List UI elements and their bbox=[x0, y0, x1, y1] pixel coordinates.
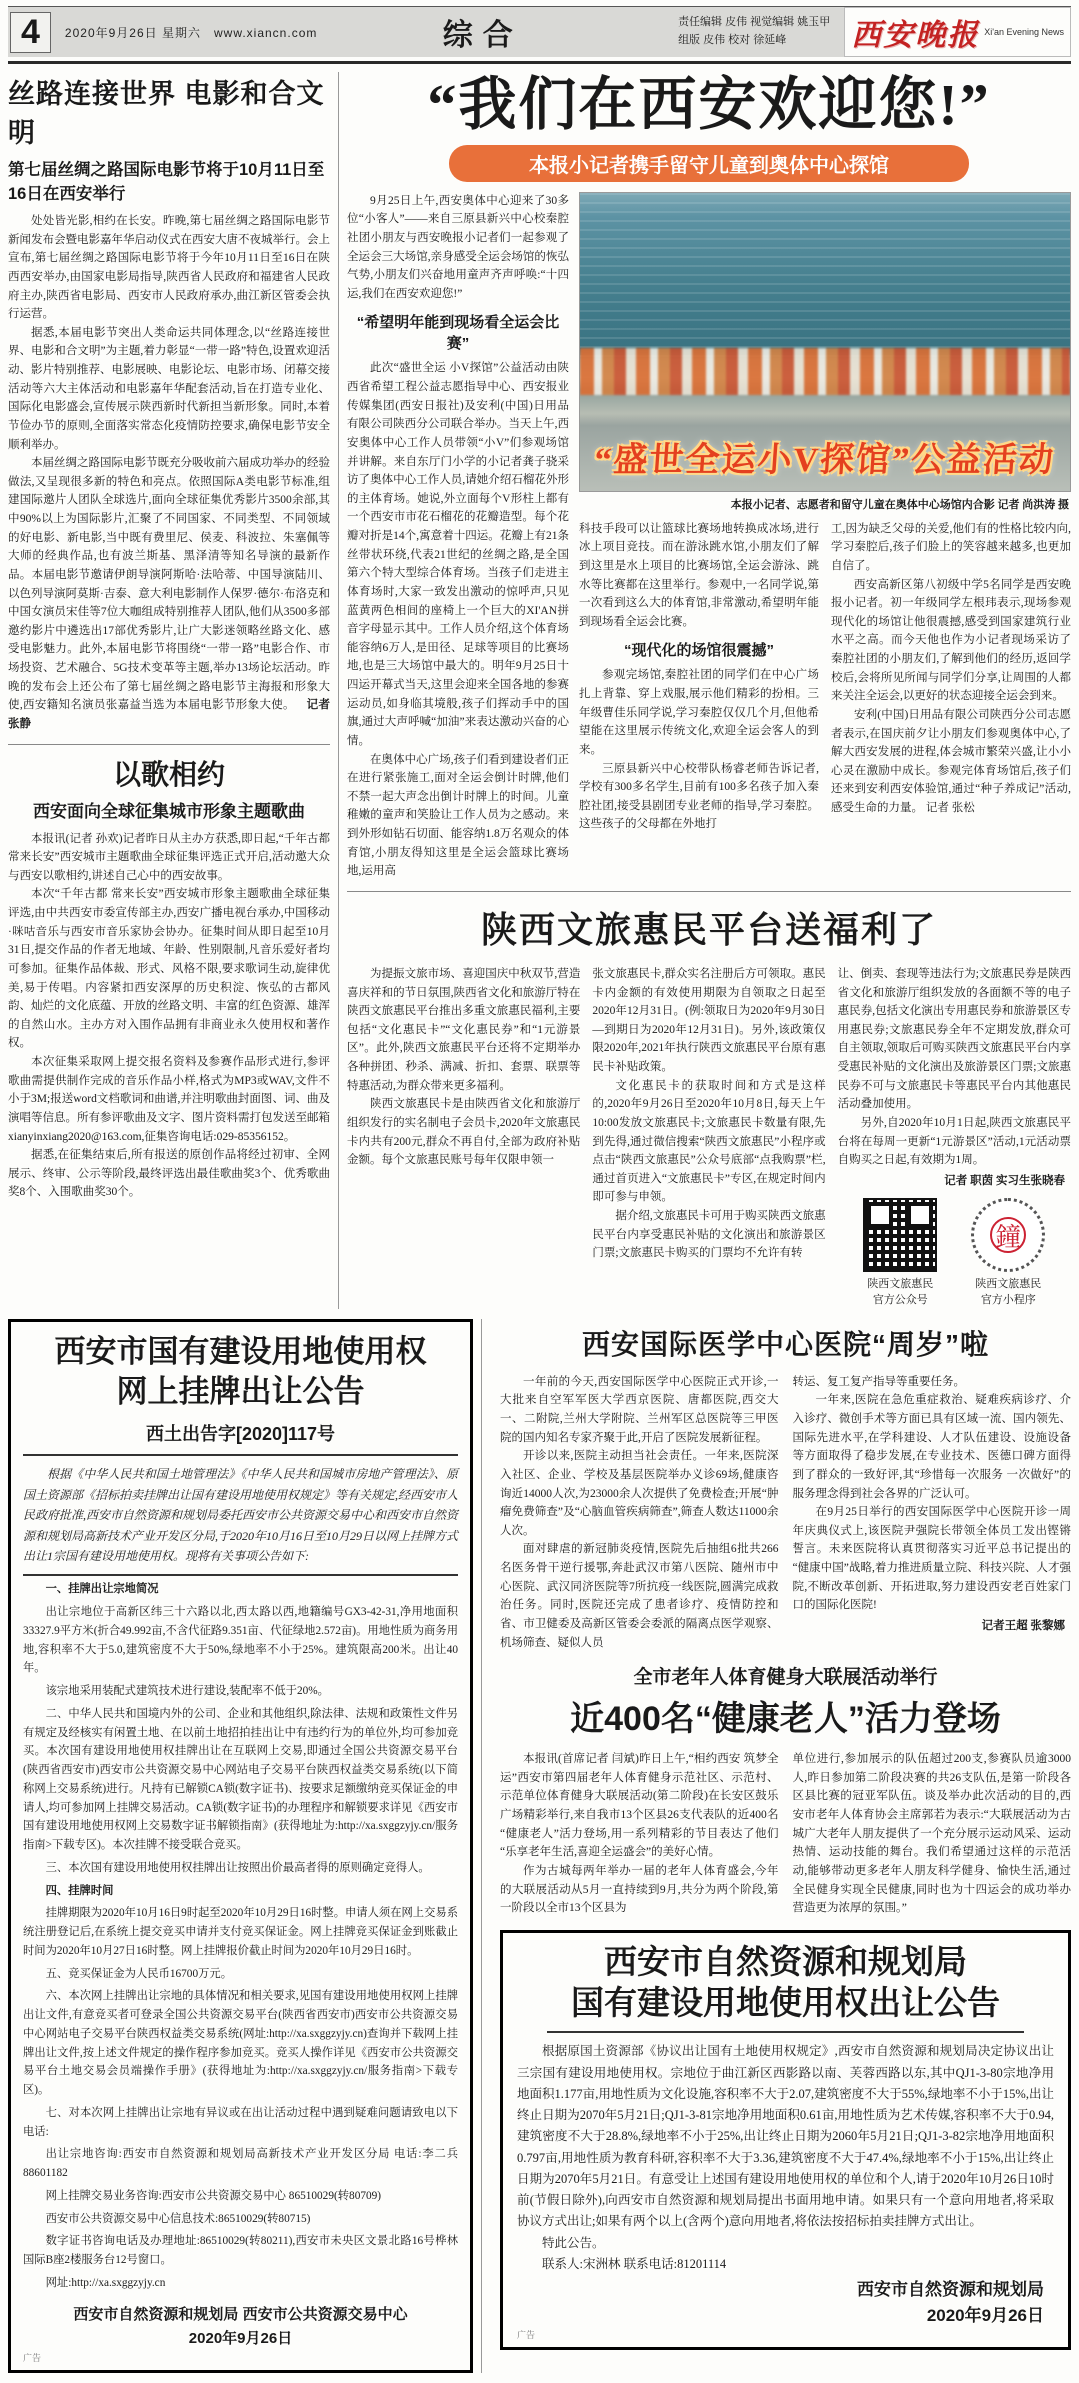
qr1-caption-line2: 官方公众号 bbox=[872, 1294, 928, 1307]
main-paragraph: 在奥体中心广场,孩子们看到建设者们正在进行紧张施工,面对全运会倒计时牌,他们不禁一起大声念出倒计时牌上的时间。儿童稚嫩的童声和笑脸让工作人员为之感动。来到外形如钻石切面、能容纳1.8万名观众的体育馆,小朋友得知这里是全运会篮球比赛场地,运用高 bbox=[347, 753, 569, 878]
main-paragraph: 工,因为缺乏父母的关爱,他们有的性格比较内向,学习秦腔后,孩子们脸上的笑容越来越多,也更加自信了。 bbox=[831, 522, 1071, 572]
website-text: www.xiancn.com bbox=[214, 25, 318, 40]
resource-close: 特此公告。 bbox=[542, 2235, 605, 2250]
editor-credits bbox=[678, 14, 830, 49]
resource-notice-headline bbox=[517, 1941, 1054, 2024]
headline-rule bbox=[547, 2031, 1024, 2033]
vertical-divider bbox=[481, 1319, 482, 2373]
land-contact-line: 网址:http://xa.sxggzyjy.cn bbox=[45, 2276, 166, 2289]
article-hospital-anniversary bbox=[500, 1323, 1071, 1652]
wenlv-headline: 陕西文旅惠民平台送福利了 bbox=[480, 908, 937, 950]
wenlv-paragraph: 为提振文旅市场、喜迎国庆中秋双节,营造喜庆祥和的节日氛围,陕西省文化和旅游厅特在陕西文旅惠民平台推出多重文旅惠民福利,主要包括“文化惠民卡”“文化惠民券”和“1元游景区”。此外,陕西文旅惠民平台还将不定期举办各种拼团、秒杀、满减、折扣、套票、联票等特惠活动,为群众带来更多福利。 bbox=[347, 967, 581, 1092]
qr1-caption-line1: 陕西文旅惠民 bbox=[867, 1277, 934, 1290]
masthead-cn: 西安晚报 bbox=[851, 19, 980, 52]
land-contact-line: 数字证书咨询电话及办理地址:86510029(转80211),西安市未央区文景北路16号桦林国际B座2楼服务台12号窗口。 bbox=[23, 2235, 458, 2267]
main-crosshead-1: “希望明年能到现场看全运会比赛” bbox=[356, 314, 560, 353]
photo-crowd-band bbox=[580, 348, 1070, 396]
hospital-paragraph: 面对肆虐的新冠肺炎疫情,医院先后抽组6批共266名医务骨干逆行援鄂,奔赴武汉市第八医院、随州市中心医院、武汉同济医院等7所抗疫一线医院,圆满完成救治任务。同时,医院还完成了患者诊疗、疫情防控和省、市卫健委及高新区管委会委派的隔离点医学观察、机场筛查、疑似人员 bbox=[500, 1543, 779, 1649]
land-auction-notice bbox=[8, 1319, 473, 2373]
main-paragraph: 参观完场馆,秦腔社团的同学们在中心广场扎上背靠、穿上戏服,展示他们精彩的扮相。三年级曹佳乐同学说,学习秦腔仅仅几个月,但他希望能在这里展示传统文化,欢迎全运会客人的到来。 bbox=[579, 669, 819, 756]
song-paragraph: 本次“千年古都 常来长安”西安城市形象主题歌曲全球征集评选,由中共西安市委宣传部主办,西安广播电视台承办,中国移动·咪咕音乐与西安市音乐家协会协办。征集时间从即日起至10月31日,提交作品的作者无地域、年龄、性别限制,凡音乐爱好者均可参加。征集作品体裁、形式、风格不限,要求歌词生动,旋律优美,易于传唱。内容紧扣西安深厚的历史积淀、恢弘的古都风韵、灿烂的文化底蕴、开放的丝路文明、丰富的红色资源、雄浑的自然山水。主办方对入围作品拥有非商业永久使用权和著作权。 bbox=[8, 888, 330, 1050]
left-column bbox=[8, 72, 330, 1309]
masthead-en: Xi'an Evening News bbox=[984, 26, 1064, 37]
resource-body: 根据原国土资源部《协议出让国有土地使用权规定》,西安市自然资源和规划局决定协议出让三宗国有建设用地使用权。宗地位于曲江新区西影路以南、芙蓉西路以东,其中QJ1-3-80宗地净用地面积1.177亩,用地性质为文化设施,容积率不大于2.07,建筑密度不大于55%,绿地率不小于15%,出让终止日期为2070年5月21日;QJ1-3-81宗地净用地面积0.61亩,用地性质为艺术传媒,容积率不大于0.94,建筑密度不大于28.8%,绿地率不小于25%,出让终止日期为2060年5月21日;QJ1-3-82宗地净用地面积0.797亩,用地性质为教育科研,容积率不大于3.36,建筑密度不大于47.4%,绿地率不小于15%,出让终止日期为2070年5月21日。有意受让上述国有建设用地使用权的单位和个人,请于2020年10月26日10时前(节假日除外),向西安市自然资源和规划局提出书面用地申请。如果只有一个意向用地者,将采取协议方式出让;如果有两个以上(含两个)意向用地者,将依法按招标拍卖挂牌方式出让。 bbox=[517, 2044, 1054, 2229]
elderly-col2 bbox=[793, 1750, 1072, 1918]
wenlv-paragraph: 另外,自2020年10月1日起,陕西文旅惠民平台将在每周一更新“1元游景区”活动,1元活动票自购买之日起,有效期为1周。 bbox=[837, 1116, 1071, 1167]
song-paragraph: 本次征集采取网上提交报名资料及参赛作品形式进行,参评歌曲需提供制作完成的音乐作品小样,格式为MP3或WAV,文件不小于3M;报送word文档歌词和曲谱,并注明歌曲封面图、词、曲及演唱等信息。所有参评歌曲及文字、图片资料需打包发送至邮箱xianyinxiang2020@163.com,征集咨询电话:029-85356152。 bbox=[8, 1056, 330, 1143]
main-article-right bbox=[579, 192, 1071, 881]
dateline bbox=[65, 24, 317, 41]
song-subhead: 西安面向全球征集城市形象主题歌曲 bbox=[33, 801, 305, 821]
elderly-col1 bbox=[500, 1750, 779, 1918]
land-headline-line1: 西安市国有建设用地使用权 bbox=[54, 1333, 427, 1369]
wenlv-col2 bbox=[592, 965, 825, 1309]
main-paragraph: 此次“盛世全运 小V探馆”公益活动由陕西省希望工程公益志愿指导中心、西安报业传媒集团(西安日报社)及安利(中国)日用品有限公司陕西分公司联合举办。当天上午,西安奥体中心工作人员带领“小V”们参观场馆并讲解。来自东厅门小学的小记者龚子骁采访了奥体中心工作人员,请她介绍石榴花外形的主体育场。她说,外立面每个V形柱上都有一个西安市市花石榴花的花瓣造型。每个花瓣对折是14个,寓意着十四运。花瓣上有21条丝带状环绕,代表21世纪的丝绸之路,是全国第六个特大型综合体育场。当孩子们走进主体育场时,大家一致发出激动的惊呼声,只见蓝黄两色相间的座椅上一个巨大的XI'AN拼音字母显示其中。工作人员介绍,这个体育场能容纳6万人,是田径、足球等项目的比赛场地,也是三大场馆中最大的。明年9月25日十四运开幕式当天,这里会迎来全国各地的参赛运动员,如身临其境般,孩子们挥动手中的国旗,通过大声呼喊“加油”来表达激动兴奋的心情。 bbox=[347, 362, 569, 747]
article-city-song bbox=[8, 744, 330, 1203]
qr2-caption-line1: 陕西文旅惠民 bbox=[975, 1277, 1042, 1290]
land-footer-line1: 西安市自然资源和规划局 西安市公共资源交易中心 bbox=[73, 2305, 408, 2323]
header-band bbox=[8, 6, 1071, 57]
land-intro: 根据《中华人民共和国土地管理法》《中华人民共和国城市房地产管理法》、原国土资源部《招标拍卖挂牌出让国有建设用地使用权规定》等有关规定,经西安市人民政府批准,西安市自然资源和规划局委托西安市公共资源交易中心和西安市自然资源和规划局高新技术产业开发区分局,于2020年10月16日至10月29日以网上挂牌方式出让1宗国有建设用地使用权。现将有关事项公告如下: bbox=[23, 1454, 458, 1576]
resource-bureau-notice bbox=[500, 1930, 1071, 2350]
land-paragraph: 六、本次网上挂牌出让宗地的具体情况和相关要求,见国有建设用地使用权网上挂牌出让文件,有意竞买者可登录全国公共资源交易平台(陕西省西安市)西安市公共资源交易中心网站电子交易平台陕西权益类交易系统(网址:http://xa.sxggzyjy.cn)查询并下载网上挂牌出让文件,按上述文件规定的操作程序参加竞买。竞买人操作详见《西安市公共资源交易平台土地交易会员端操作手册》(获得地址为:http://xa.sxggzyjy.cn/服务指南>下载专区)。 bbox=[23, 1990, 458, 2097]
date-text: 2020年9月26日 星期六 bbox=[64, 25, 201, 40]
main-headline: “我们在西安欢迎您!” bbox=[427, 72, 991, 137]
hospital-col2 bbox=[793, 1373, 1072, 1652]
silk-paragraph: 处处皆光影,相约在长安。昨晚,第七届丝绸之路国际电影节新闻发布会暨电影嘉年华启动仪式在西安大唐不夜城举行。会上宣布,第七届丝绸之路国际电影节将于今年10月11日至16日在陕西西安举办,由国家电影局指导,陕西省人民政府和福建省人民政府主办,陕西省电影局、西安市人民政府承办,曲江新区管委会执行运营。 bbox=[8, 215, 330, 321]
wenlv-paragraph: 张文旅惠民卡,群众实名注册后方可领取。惠民卡内金额的有效使用期限为自领取之日起至2020年12月31日。(例:领取日为2020年9月30日—到期日为2020年12月31日)。另外,该政策仅限2020年,2021年执行陕西文旅惠民平台原有惠民卡补贴政策。 bbox=[592, 967, 826, 1074]
stadium-seats-texture bbox=[580, 193, 1070, 357]
ad-label: 广告 bbox=[23, 2352, 42, 2363]
main-paragraph: 安利(中国)日用品有限公司陕西分公司志愿者表示,在国庆前夕让小朋友们参观奥体中心,了解大西安发展的进程,体会城市繁荣兴盛,让小小心灵在激励中成长。参观完体育场馆后,孩子们还来到安利西安体验馆,通过“种子养成记”活动,感受生命的力量。 记者 张松 bbox=[831, 708, 1071, 815]
elderly-headline: 近400名“健康老人”活力登场 bbox=[570, 1700, 1001, 1739]
silk-headline: 丝路连接世界 电影和合文明 bbox=[8, 79, 325, 148]
wenlv-col1 bbox=[347, 965, 580, 1309]
hospital-paragraph: 一年前的今天,西安国际医学中心医院正式开诊,一大批来自空军军医大学西京医院、唐都医院,西交大一、二附院,兰州大学附院、兰州军区总医院等三甲医院的国内知名专家齐聚于此,开启了医院发展新征程。 bbox=[500, 1375, 779, 1444]
land-contact-line: 出让宗地咨询:西安市自然资源和规划局高新技术产业开发区分局 电话:李二兵 88601182 bbox=[23, 2148, 458, 2180]
photo-caption: 本报小记者、志愿者和留守儿童在奥体中心场馆内合影 记者 尚洪涛 摄 bbox=[730, 498, 1069, 511]
main-article-col1 bbox=[347, 192, 569, 881]
elderly-paragraph: 本报讯(首席记者 闫斌)昨日上午,“相约西安 筑梦全运”西安市第四届老年人体育健身示范社区、示范村、示范单位体育健身大联展活动(第二阶段)在长安区鼓乐广场精彩举行,来自我市13个区县26支代表队的近400名“健康老人”活力登场,用一系列精彩的节目表达了他们“乐享老年生活,喜迎全运盛会”的美好心情。 bbox=[500, 1753, 779, 1859]
stadium-photo bbox=[579, 192, 1071, 492]
land-contact-line: 网上挂牌交易业务咨询:西安市公共资源交易中心 86510029(转80709) bbox=[45, 2189, 382, 2202]
land-section-title: 四、挂牌时间 bbox=[45, 1884, 114, 1897]
land-paragraph: 挂牌期限为2020年10月16日9时起至2020年10月29日16时整。申请人须在网上交易系统注册登记后,在系统上提交竞买申请并支付竞买保证金。网上挂牌竞买保证金到账截止时间为2020年10月27日16时整。网上挂牌报价截止时间为2020年10月29日16时。 bbox=[23, 1907, 458, 1957]
main-article-col3 bbox=[831, 520, 1071, 834]
main-crosshead-2: “现代化的场馆很震撼” bbox=[623, 642, 774, 660]
qr-code-icon bbox=[863, 1198, 937, 1272]
hospital-paragraph: 一年来,医院在急危重症救治、疑难疾病诊疗、介入诊疗、微创手术等方面已具有区域一流、国内领先、国际先进水平,在学科建设、人才队伍建设、设施设备等方面取得了稳步发展,在专业技术、医德口碑方面得到了群众的一致好评,其“珍惜每一次服务 一次做好”的服务理念得到社会各界的广泛认可。 bbox=[792, 1394, 1071, 1500]
photo-overlay-banner: “盛世全运小V探馆”公益活动 bbox=[593, 441, 1057, 479]
elderly-paragraph: 单位进行,参加展示的队伍超过200支,参赛队员逾3000人,昨日参加第二阶段决赛的共26支队伍,是第一阶段各区县比赛的冠亚军队伍。谈及举办此次活动的目的,西安市老年人体育协会主席郭若为表示:“大联展活动为古城广大老年人朋友提供了一个充分展示运动风采、运动热情、运动技能的舞台。我们希望通过这样的示范活动,能够带动更多老年人朋友科学健身、愉快生活,通过全民健身实现全民健康,同时也为十四运会的成功举办营造更为浓厚的氛围。” bbox=[792, 1753, 1071, 1915]
hospital-col1 bbox=[500, 1373, 779, 1652]
hospital-paragraph: 转运、复工复产指导等重要任务。 bbox=[792, 1375, 965, 1388]
hospital-headline: 西安国际医学中心医院“周岁”啦 bbox=[581, 1328, 989, 1360]
vertical-divider bbox=[338, 72, 339, 1309]
center-column bbox=[347, 72, 1071, 1309]
land-contact-line: 西安市公共资源交易中心信息技术:86510029(转80715) bbox=[45, 2212, 311, 2225]
right-bottom-column bbox=[500, 1319, 1071, 2373]
hospital-paragraph: 在9月25日举行的西安国际医学中心医院开诊一周年庆典仪式上,该医院尹强院长带领全体员工发出铿锵誓言。未来医院将认真贯彻落实习近平总书记提出的“健康中国”战略,着力推进质量立院、科技兴院、人才强院,不断改革创新、开拓进取,努力建设西安老百姓家门口的国际化医院! bbox=[792, 1506, 1071, 1612]
song-paragraph: 据悉,在征集结束后,所有报送的原创作品将经过初审、全网展示、终审、公示等阶段,最终评选出最佳歌曲奖3个、优秀歌曲奖8个、入围歌曲奖30个。 bbox=[8, 1149, 330, 1199]
land-notice-headline bbox=[23, 1332, 458, 1413]
wenlv-col3 bbox=[838, 965, 1071, 1309]
land-notice-signature bbox=[23, 2303, 458, 2351]
section-name: 综合 bbox=[442, 19, 523, 52]
wenlv-paragraph: 让、倒卖、套现等违法行为;文旅惠民券是陕西省文化和旅游厅组织发放的各面额不等的电子惠民券,包括文化演出专用惠民券和旅游景区专用惠民券;文旅惠民券全年不定期发放,群众可自主领取,领取后可购买陕西文旅惠民平台内享受惠民补贴的文化演出及旅游景区门票;文旅惠民券不可与文旅惠民卡等惠民平台内其他惠民活动叠加使用。 bbox=[837, 967, 1071, 1111]
land-headline-line2: 网上挂牌出让公告 bbox=[116, 1374, 365, 1410]
credits-line2: 组版 皮伟 校对 徐延峰 bbox=[678, 34, 787, 46]
hospital-byline: 记者王超 张黎娜 bbox=[981, 1619, 1065, 1632]
masthead-logo bbox=[844, 7, 1071, 57]
silk-paragraph bbox=[8, 454, 330, 733]
hospital-paragraph: 开诊以来,医院主动担当社会责任。一年来,医院深入社区、企业、学校及基层医院举办义诊69场,健康咨询近14000人次,为23000余人次提供了免费检查;开展“肿瘤免费筛查”及“心脑血管疾病筛查”,筛查人数达11000余人次。 bbox=[500, 1450, 779, 1537]
round-qr-code-icon bbox=[971, 1198, 1045, 1272]
horizontal-divider bbox=[347, 891, 1071, 892]
qr2-caption-line2: 官方小程序 bbox=[980, 1294, 1036, 1307]
resource-contact: 联系人:宋洲林 联系电话:81201114 bbox=[542, 2256, 727, 2271]
main-paragraph: 9月25日上午,西安奥体中心迎来了30多位“小客人”——来自三原县新兴中心校秦腔社团小朋友与西安晚报小记者们一起参观了全运会三大场馆,亲身感受全运会场馆的恢弘气势,小朋友们兴奋地用童声齐声呼唤:“十四运,我们在西安欢迎您!” bbox=[347, 194, 569, 300]
wenlv-paragraph: 据介绍,文旅惠民卡可用于购买陕西文旅惠民平台内享受惠民补贴的文化演出和旅游景区门票;文旅惠民卡购买的门票均不允许有转 bbox=[592, 1210, 826, 1260]
ad-label: 广告 bbox=[517, 2330, 536, 2341]
land-doc-number: 西土出告字[2020]117号 bbox=[145, 1424, 336, 1445]
main-paragraph: 科技手段可以让篮球比赛场地转换成冰场,进行冰上项目竞技。而在游泳跳水馆,小朋友们了解到这里是水上项目的比赛场馆,全运会游泳、跳水等比赛都在这里举行。参观中,一名同学说,第一次看到这么大的体育馆,非常激动,希望明年能到现场看全运会比赛。 bbox=[579, 522, 819, 628]
qr-official-account bbox=[863, 1198, 937, 1309]
resource-footer-line1: 西安市自然资源和规划局 bbox=[857, 2280, 1044, 2300]
silk-paragraph: 据悉,本届电影节突出人类命运共同体理念,以“丝路连接世界、电影和合文明”为主题,着力彰显“一带一路”特色,设置欢迎活动、影片特别推荐、电影展映、电影论坛、电影市场、闭幕交接活动等六大主体活动和电影嘉年华配套活动,旨在打造专业化、国际化电影盛会,宣传展示陕西新时代新担当新形象。同时,本着节俭办节的原则,全面落实常态化疫情防控要求,确保电影节安全顺利举办。 bbox=[8, 326, 330, 451]
elderly-paragraph: 作为古城每两年举办一届的老年人体育盛会,今年的大联展活动从5月一直持续到9月,共分为两个阶段,第一阶段以全市13个区县为 bbox=[500, 1864, 779, 1915]
main-paragraph: 西安高新区第八初级中学5名同学是西安晚报小记者。初一年级同学左根玮表示,现场参观现代化的场馆让他很震撼,感受到国家建筑行业水平之高。而今天他也作为小记者现场采访了秦腔社团的小朋友们,了解到他们的经历,返回学校后,会将所见所闻与同学们分享,让周围的人都来关注全运会,以更好的状态迎接全运会到来。 bbox=[831, 578, 1071, 703]
resource-signature bbox=[517, 2277, 1054, 2328]
main-paragraph: 三原县新兴中心校带队杨睿老师告诉记者,学校有300多名学生,目前有100多名孩子加入秦腔社团,接受县剧团专业老师的指导,学习秦腔。这些孩子的父母都在外地打 bbox=[579, 762, 819, 831]
wenlv-paragraph: 陕西文旅惠民卡是由陕西省文化和旅游厅组织发行的实名制电子会员卡,2020年文旅惠民卡内共有200元,群众不再自付,全部为政府补贴金额。每个文旅惠民账号每年仅限申领一 bbox=[347, 1098, 581, 1167]
land-section-title: 一、挂牌出让宗地简况 bbox=[45, 1583, 159, 1596]
song-paragraph: 本报讯(记者 孙欢)记者昨日从主办方获悉,即日起,“千年古都 常来长安”西安城市主题歌曲全球征集评选正式开启,活动邀大众与西安以歌相约,讲述自己心中的西安故事。 bbox=[8, 832, 330, 882]
article-wenlv-platform bbox=[347, 902, 1071, 1309]
land-paragraph: 出让宗地位于高新区纬三十六路以北,西太路以西,地籍编号GX3-42-31,净用地面积33327.9平方米(折合49.992亩,不含代征路9.351亩、代征绿地2.572亩)。用地性质为商务用地,容积率不大于5.0,建筑密度不大于50%,绿地率不小于25%。建筑限高200米。出让40年。 bbox=[23, 1606, 458, 1675]
land-paragraph: 该宗地采用装配式建筑技术进行建设,装配率不低于20%。 bbox=[45, 1685, 329, 1698]
land-footer-line2: 2020年9月26日 bbox=[188, 2329, 293, 2347]
land-paragraph: 三、本次国有建设用地使用权挂牌出让按照出价最高者得的原则确定竞得人。 bbox=[45, 1861, 430, 1874]
land-paragraph: 七、对本次网上挂牌出让宗地有异议或在出让活动过程中遇到疑难问题请致电以下电话: bbox=[23, 2106, 458, 2138]
page-number: 4 bbox=[10, 12, 51, 53]
silk-byline: 记者 张静 bbox=[8, 699, 330, 730]
resource-headline-line2: 国有建设用地使用权出让公告 bbox=[571, 1984, 1000, 2022]
wenlv-paragraph: 文化惠民卡的获取时间和方式是这样的,2020年9月26日至2020年10月8日,每天上午10:00发放文旅惠民卡;文旅惠民卡数量有限,先到先得,通过微信搜索“陕西文旅惠民”小程序或点击“陕西文旅惠民”公众号底部“点我购票”栏,通过首页进入“文旅惠民卡”专区,在规定时间内即可参与申领。 bbox=[592, 1079, 826, 1204]
land-paragraph: 五、竞买保证金为人民币16700万元。 bbox=[45, 1967, 232, 1980]
wenlv-byline: 记者 职茵 实习生张晓春 bbox=[944, 1174, 1065, 1187]
resource-footer-line2: 2020年9月26日 bbox=[926, 2305, 1044, 2325]
article-silk-road-film-festival bbox=[8, 72, 330, 734]
article-welcome-xian bbox=[347, 72, 1071, 881]
land-paragraph: 二、中华人民共和国境内外的公司、企业和其他组织,除法律、法规和政策性文件另有规定及经核实有闲置土地、在以前土地招拍挂出让中有违约行为的单位外,均可参加竞买。本次国有建设用地使用权挂牌出让在互联网上交易,即通过全国公共资源交易平台(陕西省西安市)西安市公共资源交易中心网站电子交易平台陕西权益类交易系统(以下简称网上交易系统)进行。凡持有已解锁CA锁(数字证书)、按要求足额缴纳竞买保证金的申请人,均可参加网上挂牌交易活动。CA锁(数字证书)的办理程序和解锁要求详见《西安市国有建设用地使用权网上交易数字证书解锁指南》(获得地址为:http://xa.sxggzyjy.cn/服务指南>下载专区)。本次挂牌不接受联合竞买。 bbox=[23, 1707, 458, 1852]
silk-subhead: 第七届丝绸之路国际电影节将于10月11日至16日在西安举行 bbox=[8, 161, 325, 203]
resource-headline-line1: 西安市自然资源和规划局 bbox=[604, 1942, 967, 1980]
credits-line1: 责任编辑 皮伟 视觉编辑 姚玉甲 bbox=[678, 16, 831, 29]
song-headline: 以歌相约 bbox=[112, 758, 225, 790]
silk-paragraph-text: 本届丝绸之路国际电影节既充分吸收前六届成功举办的经验做法,又呈现很多新的特色和亮点。依照国际A类电影节标准,组建国际邀片人团队全球选片,面向全球征集优秀影片3500余部,其中90%以上为国际影片,汇聚了不同国家、不同类型、不同领域的好电影、新电影,当中既有费里尼、侯麦、科波拉、朱塞佩等大师的经典作品,也有波兰斯基、黑泽清等知名导演的最新作品。本届电影节邀请伊朗导演阿斯哈·法哈蒂、中国导演陆川、以色列导演阿莫斯·吉泰、意大利电影制作人保罗·德尔·布洛克和中国女演员宋佳等7位大咖组成特别推荐人团队,他们从3500多部邀约影片中遴选出17部优秀影片,让广大影迷领略丝路文化、感受电影魅力。此外,本届电影节将围绕“一带一路”电影合作、市场投资、艺术融合、5G技术变革等主题,举办13场论坛活动。昨晚的发布会上还公布了第七届丝绸之路电影节主海报和形象大使,西安籍知名演员张嘉益当选为本届电影节形象大使。 bbox=[8, 457, 330, 712]
main-article-col2 bbox=[579, 520, 819, 834]
page-header bbox=[8, 6, 1071, 64]
qr-mini-program bbox=[971, 1198, 1045, 1309]
article-elderly-fitness bbox=[500, 1662, 1071, 1918]
main-subhead-banner: 本报小记者携手留守儿童到奥体中心探馆 bbox=[449, 145, 969, 182]
elderly-kicker: 全市老年人体育健身大联展活动举行 bbox=[633, 1667, 938, 1689]
